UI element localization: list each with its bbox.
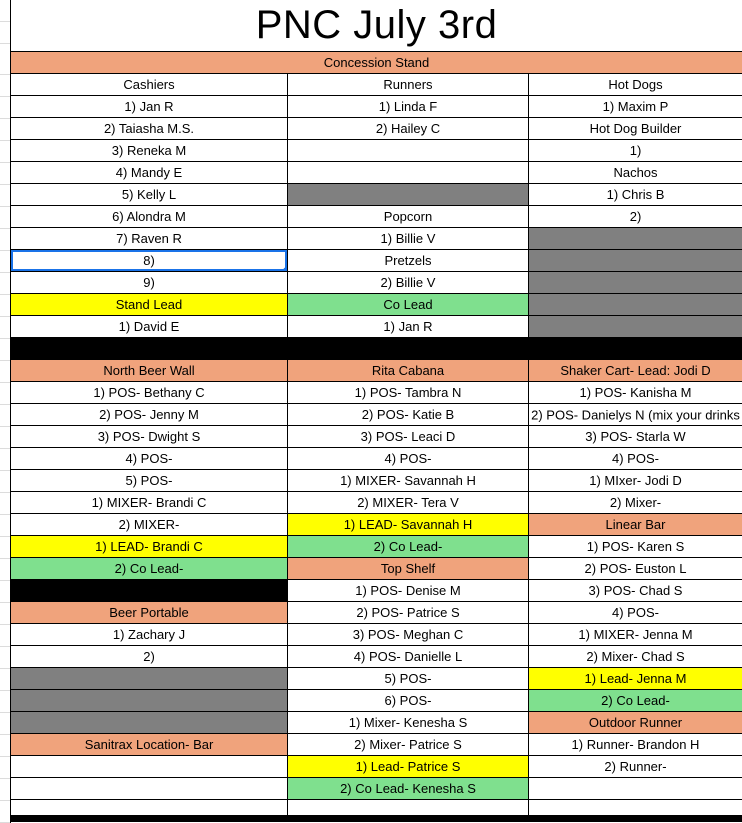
blocked-cell[interactable] xyxy=(529,316,742,338)
lead-cell[interactable] xyxy=(11,294,288,316)
cell-text: 1) MIxer- Jodi D xyxy=(589,473,682,488)
cell-text: 1) Lead- Jenna M xyxy=(584,671,687,686)
cell[interactable] xyxy=(529,646,742,668)
cell[interactable] xyxy=(288,712,529,734)
cell[interactable] xyxy=(11,624,288,646)
schedule-sheet xyxy=(10,0,742,823)
cell[interactable] xyxy=(529,536,742,558)
grid-row xyxy=(11,382,742,404)
cell-text: 1) POS- Karen S xyxy=(586,539,685,554)
cell[interactable] xyxy=(529,118,742,140)
co-lead-cell[interactable] xyxy=(288,294,529,316)
cell-text: 2) Mixer- xyxy=(609,495,662,510)
cell[interactable] xyxy=(288,426,529,448)
cell-text: 1) xyxy=(629,143,642,158)
blocked-cell[interactable] xyxy=(11,712,288,734)
divider-cell[interactable] xyxy=(11,816,742,822)
cell[interactable] xyxy=(11,448,288,470)
cell-text: 2) Mixer- Chad S xyxy=(586,649,685,664)
cell[interactable] xyxy=(288,206,529,228)
cell-text: 4) POS- xyxy=(384,451,432,466)
grid-row xyxy=(11,118,742,140)
cell-text: 2) MIXER- Tera V xyxy=(357,495,459,510)
section-header-cell[interactable] xyxy=(11,360,288,382)
cell[interactable] xyxy=(11,118,288,140)
sheet-title-cell[interactable]: PNC July 3rd xyxy=(11,0,742,52)
grid-row xyxy=(11,338,742,360)
cell[interactable] xyxy=(288,96,529,118)
cell[interactable] xyxy=(288,734,529,756)
divider-cell[interactable] xyxy=(11,580,288,602)
grid-row xyxy=(11,250,742,272)
cell-text: 1) Billie V xyxy=(380,231,436,246)
cell[interactable] xyxy=(529,602,742,624)
cell-text: 1) MIXER- Jenna M xyxy=(578,627,693,642)
cell-text: 4) POS- xyxy=(612,451,659,466)
divider-cell[interactable] xyxy=(11,338,742,360)
cell[interactable] xyxy=(529,448,742,470)
cell-text: 5) POS- xyxy=(125,473,173,488)
cell-text: 2) POS- Katie B xyxy=(361,407,455,422)
cell-text: Sanitrax Location- Bar xyxy=(84,737,214,752)
cell[interactable] xyxy=(288,668,529,690)
grid-row xyxy=(11,646,742,668)
cell-text: 4) POS- xyxy=(125,451,173,466)
cell-text: 9) xyxy=(143,275,155,290)
cell[interactable] xyxy=(288,272,529,294)
cell-text: Concession Stand xyxy=(323,55,430,70)
cell-text: Hot Dogs xyxy=(608,77,663,92)
grid-row xyxy=(11,712,742,734)
cell[interactable] xyxy=(288,382,529,404)
cell-text: 1) LEAD- Savannah H xyxy=(343,517,473,532)
cell[interactable] xyxy=(11,140,288,162)
grid-row xyxy=(11,404,742,426)
grid-row xyxy=(11,580,742,602)
grid-row xyxy=(11,52,742,74)
cell-text: Beer Portable xyxy=(109,605,189,620)
grid-row xyxy=(11,360,742,382)
cell[interactable] xyxy=(529,756,742,778)
cell-text: 2) Co Lead- xyxy=(601,693,670,708)
grid-row xyxy=(11,96,742,118)
cell[interactable] xyxy=(11,316,288,338)
cell[interactable] xyxy=(11,382,288,404)
section-header-cell[interactable] xyxy=(11,602,288,624)
section-header-cell[interactable] xyxy=(288,360,529,382)
blocked-cell[interactable] xyxy=(529,228,742,250)
grid-row xyxy=(11,668,742,690)
cell[interactable] xyxy=(288,470,529,492)
cell-text: Co Lead xyxy=(383,297,433,312)
cell-text: 4) POS- Danielle L xyxy=(353,649,463,664)
co-lead-cell[interactable] xyxy=(288,778,529,800)
grid-row xyxy=(11,492,742,514)
cell-text: 1) MIXER- Savannah H xyxy=(340,473,476,488)
cell-text: 1) LEAD- Brandi C xyxy=(95,539,203,554)
cell-text: 2) xyxy=(143,649,155,664)
cell[interactable] xyxy=(288,624,529,646)
lead-cell[interactable] xyxy=(288,756,529,778)
cell[interactable] xyxy=(11,184,288,206)
cell[interactable] xyxy=(11,426,288,448)
cell-text: 3) POS- Leaci D xyxy=(360,429,456,444)
cell[interactable] xyxy=(529,778,742,800)
cell[interactable] xyxy=(529,184,742,206)
cell-text: 2) Runner- xyxy=(604,759,667,774)
schedule-grid xyxy=(11,52,742,822)
section-header-cell[interactable] xyxy=(288,558,529,580)
cell-text: 1) POS- Kanisha M xyxy=(579,385,692,400)
blocked-cell[interactable] xyxy=(529,294,742,316)
cell-text: Pretzels xyxy=(384,253,432,268)
cell[interactable] xyxy=(11,756,288,778)
cell-text: 2) xyxy=(629,209,642,224)
cell-text: 1) POS- Tambra N xyxy=(354,385,462,400)
grid-row xyxy=(11,470,742,492)
cell-text: 1) Runner- Brandon H xyxy=(571,737,700,752)
cell-text: 2) Mixer- Patrice S xyxy=(354,737,462,752)
grid-row xyxy=(11,558,742,580)
cell[interactable] xyxy=(288,228,529,250)
cell-text: Rita Cabana xyxy=(371,363,445,378)
cell[interactable] xyxy=(529,206,742,228)
cell-text: 2) POS- Patrice S xyxy=(356,605,460,620)
cell-text: 2) MIXER- xyxy=(118,517,180,532)
cell[interactable] xyxy=(288,492,529,514)
lead-cell[interactable] xyxy=(11,536,288,558)
cell-text: Linear Bar xyxy=(605,517,666,532)
cell[interactable] xyxy=(11,96,288,118)
cell-text: 1) Jan R xyxy=(383,319,433,334)
cell-text: 2) Hailey C xyxy=(375,121,441,136)
cell-text: 1) Linda F xyxy=(378,99,438,114)
selected-cell[interactable] xyxy=(11,250,288,272)
cell-text: Top Shelf xyxy=(380,561,436,576)
cell-text: 2) POS- Jenny M xyxy=(99,407,199,422)
grid-row xyxy=(11,316,742,338)
cell-text: Hot Dog Builder xyxy=(589,121,682,136)
cell-text: 4) Mandy E xyxy=(115,165,183,180)
cell[interactable] xyxy=(529,734,742,756)
cell[interactable] xyxy=(529,404,742,426)
grid-row xyxy=(11,162,742,184)
blocked-cell[interactable] xyxy=(11,690,288,712)
cell-text: Shaker Cart- Lead: Jodi D xyxy=(560,363,711,378)
cell-text: 1) Lead- Patrice S xyxy=(355,759,461,774)
cell-text: 6) POS- xyxy=(384,693,432,708)
cell[interactable] xyxy=(529,800,742,816)
cell[interactable] xyxy=(11,470,288,492)
cell-text: Outdoor Runner xyxy=(588,715,683,730)
section-header-cell[interactable] xyxy=(529,514,742,536)
lead-cell[interactable] xyxy=(288,514,529,536)
cell-text: 3) POS- Chad S xyxy=(588,583,683,598)
cell-text: 7) Raven R xyxy=(116,231,182,246)
lead-cell[interactable] xyxy=(529,668,742,690)
cell[interactable] xyxy=(11,778,288,800)
cell-text: 2) Billie V xyxy=(380,275,436,290)
cell-text: Cashiers xyxy=(123,77,175,92)
cell[interactable] xyxy=(529,140,742,162)
grid-row xyxy=(11,294,742,316)
grid-row xyxy=(11,778,742,800)
blocked-cell[interactable] xyxy=(288,184,529,206)
grid-row xyxy=(11,756,742,778)
cell-text: 2) Taiasha M.S. xyxy=(103,121,195,136)
cell[interactable] xyxy=(11,514,288,536)
cell-text: Popcorn xyxy=(383,209,433,224)
cell[interactable] xyxy=(288,800,529,816)
grid-row xyxy=(11,514,742,536)
grid-row xyxy=(11,74,742,96)
section-header-cell[interactable] xyxy=(11,52,742,74)
cell-text: Nachos xyxy=(613,165,658,180)
cell[interactable] xyxy=(529,382,742,404)
cell-text: 8) xyxy=(143,253,155,268)
cell-text: 3) Reneka M xyxy=(111,143,187,158)
cell[interactable] xyxy=(529,580,742,602)
cell-text: Stand Lead xyxy=(115,297,183,312)
section-header-cell[interactable] xyxy=(11,734,288,756)
cell[interactable] xyxy=(529,96,742,118)
grid-row xyxy=(11,140,742,162)
cell-text: 2) Co Lead- Kenesha S xyxy=(340,781,476,796)
cell-text: 1) Chris B xyxy=(606,187,665,202)
cell[interactable] xyxy=(288,690,529,712)
cell-text: 3) POS- Meghan C xyxy=(352,627,464,642)
cell[interactable] xyxy=(11,404,288,426)
grid-row xyxy=(11,228,742,250)
grid-row xyxy=(11,426,742,448)
cell[interactable] xyxy=(529,470,742,492)
cell[interactable] xyxy=(529,162,742,184)
co-lead-cell[interactable] xyxy=(288,536,529,558)
grid-row xyxy=(11,206,742,228)
cell-text: 3) POS- Starla W xyxy=(585,429,686,444)
grid-row xyxy=(11,624,742,646)
cell[interactable] xyxy=(11,74,288,96)
cell-text: 1) Jan R xyxy=(124,99,174,114)
cell[interactable] xyxy=(11,492,288,514)
cell[interactable] xyxy=(529,624,742,646)
blocked-cell[interactable] xyxy=(529,272,742,294)
grid-row xyxy=(11,272,742,294)
grid-row xyxy=(11,184,742,206)
grid-row xyxy=(11,816,742,822)
cell-text: 2) Co Lead- xyxy=(114,561,184,576)
cell-text: 1) Mixer- Kenesha S xyxy=(348,715,468,730)
cell[interactable] xyxy=(288,162,529,184)
cell-text: 3) POS- Dwight S xyxy=(97,429,201,444)
cell[interactable] xyxy=(288,316,529,338)
cell[interactable] xyxy=(288,140,529,162)
cell[interactable] xyxy=(529,74,742,96)
cell[interactable] xyxy=(288,74,529,96)
grid-row xyxy=(11,800,742,816)
section-header-cell[interactable] xyxy=(529,712,742,734)
cell-text: Runners xyxy=(383,77,433,92)
co-lead-cell[interactable] xyxy=(11,558,288,580)
cell[interactable] xyxy=(288,646,529,668)
cell-text: 5) Kelly L xyxy=(121,187,177,202)
cell-text: 5) POS- xyxy=(384,671,432,686)
cell-text: 2) Co Lead- xyxy=(373,539,443,554)
cell-text: 1) MIXER- Brandi C xyxy=(91,495,207,510)
blocked-cell[interactable] xyxy=(529,250,742,272)
blocked-cell[interactable] xyxy=(11,668,288,690)
cell-text: 1) POS- Denise M xyxy=(355,583,461,598)
left-gutter-column xyxy=(0,0,10,823)
cell-text: 1) Maxim P xyxy=(602,99,669,114)
cell-text: 1) Zachary J xyxy=(112,627,186,642)
cell[interactable] xyxy=(288,250,529,272)
cell[interactable] xyxy=(288,602,529,624)
cell[interactable] xyxy=(288,404,529,426)
grid-row xyxy=(11,602,742,624)
cell[interactable] xyxy=(529,558,742,580)
cell-text: 2) POS- Euston L xyxy=(584,561,687,576)
cell[interactable] xyxy=(11,800,288,816)
cell[interactable] xyxy=(11,206,288,228)
cell[interactable] xyxy=(11,646,288,668)
cell[interactable] xyxy=(11,272,288,294)
cell-text: 6) Alondra M xyxy=(112,209,186,224)
cell-text: 1) David E xyxy=(118,319,180,334)
grid-row xyxy=(11,690,742,712)
section-header-cell[interactable] xyxy=(529,360,742,382)
cell[interactable] xyxy=(288,118,529,140)
cell[interactable] xyxy=(11,162,288,184)
cell[interactable] xyxy=(529,492,742,514)
cell-text: 4) POS- xyxy=(612,605,659,620)
cell-text: North Beer Wall xyxy=(103,363,195,378)
cell[interactable] xyxy=(11,228,288,250)
cell[interactable] xyxy=(529,426,742,448)
cell-text: 2) POS- Danielys N (mix your drinks xyxy=(531,407,740,422)
grid-row xyxy=(11,448,742,470)
cell[interactable] xyxy=(288,448,529,470)
grid-row xyxy=(11,536,742,558)
co-lead-cell[interactable] xyxy=(529,690,742,712)
cell[interactable] xyxy=(288,580,529,602)
grid-row xyxy=(11,734,742,756)
cell-text: 1) POS- Bethany C xyxy=(93,385,205,400)
